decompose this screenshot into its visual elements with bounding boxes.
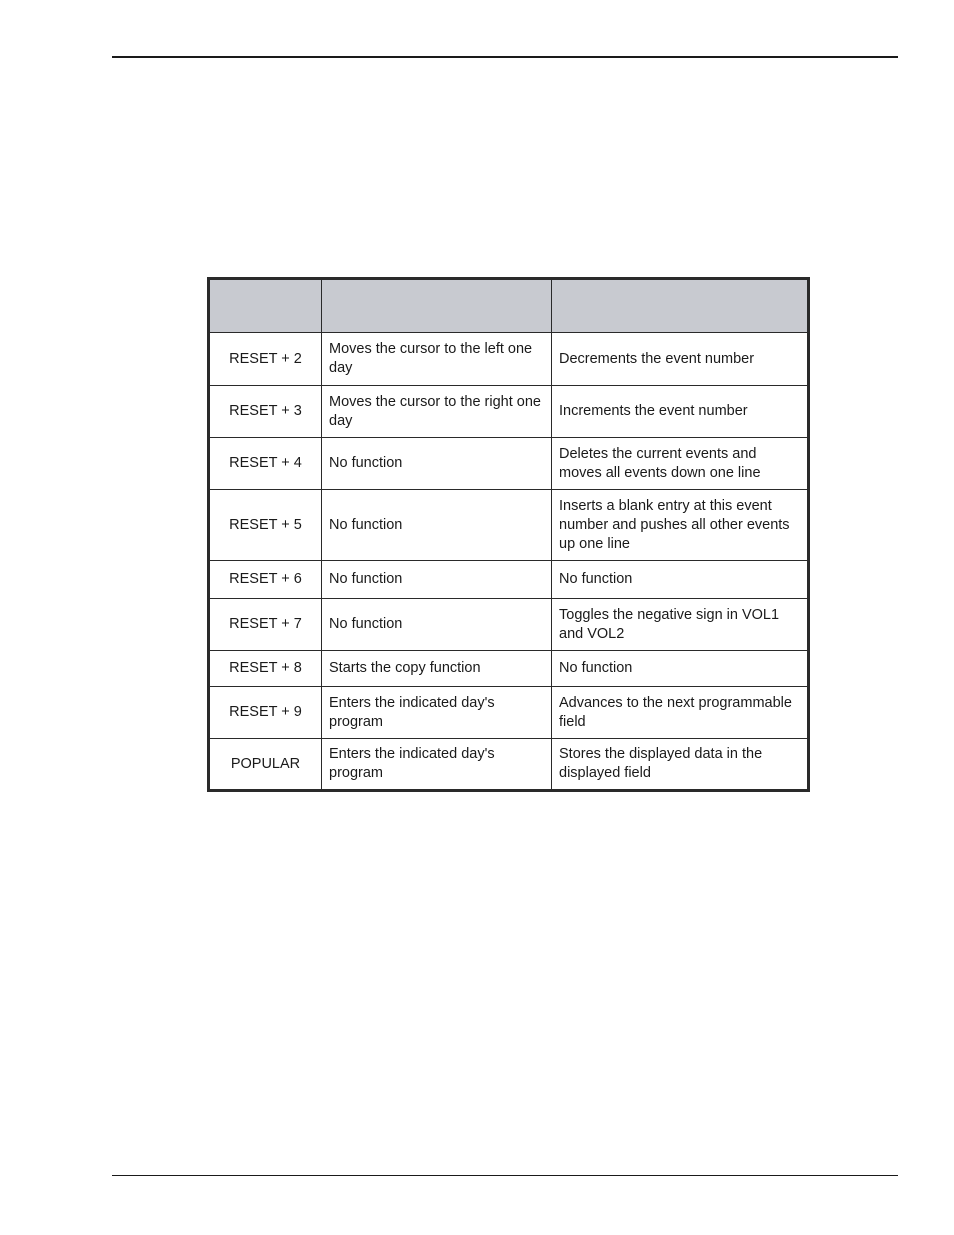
key-cell: RESET + 8	[209, 651, 322, 687]
column-2-cell: No function	[322, 438, 552, 490]
column-3-cell: Inserts a blank entry at this event number and pushes all other events up one line	[552, 490, 809, 561]
table-row	[209, 561, 809, 599]
column-2-cell: No function	[322, 561, 552, 599]
column-3-cell: Stores the displayed data in the displayed field	[552, 739, 809, 791]
column-3-cell: Deletes the current events and moves all events down one line	[552, 438, 809, 490]
key-cell: RESET + 5	[209, 490, 322, 561]
table-header-row	[209, 279, 809, 333]
column-3-cell: Toggles the negative sign in VOL1 and VOL2	[552, 599, 809, 651]
table-row	[209, 651, 809, 687]
key-cell: RESET + 6	[209, 561, 322, 599]
key-cell: RESET + 2	[209, 333, 322, 386]
column-2-cell: Starts the copy function	[322, 651, 552, 687]
column-2-cell: Enters the indicated day's program	[322, 739, 552, 791]
column-3-cell: No function	[552, 651, 809, 687]
key-cell: RESET + 3	[209, 386, 322, 438]
column-2-cell: Moves the cursor to the left one day	[322, 333, 552, 386]
table-row	[209, 438, 809, 490]
table-row	[209, 386, 809, 438]
column-2-cell: Moves the cursor to the right one day	[322, 386, 552, 438]
column-2-cell: Enters the indicated day's program	[322, 687, 552, 739]
column-3-cell: Advances to the next programmable field	[552, 687, 809, 739]
column-3-cell: No function	[552, 561, 809, 599]
header-cell-column-2	[322, 279, 552, 333]
column-3-cell: Increments the event number	[552, 386, 809, 438]
header-cell-column-3	[552, 279, 809, 333]
bottom-rule	[112, 1175, 898, 1176]
key-function-table-container	[207, 277, 807, 792]
table-row	[209, 599, 809, 651]
table-row	[209, 333, 809, 386]
header-cell-key	[209, 279, 322, 333]
top-rule	[112, 56, 898, 58]
column-2-cell: No function	[322, 490, 552, 561]
table-row	[209, 490, 809, 561]
table-row	[209, 687, 809, 739]
key-cell: RESET + 4	[209, 438, 322, 490]
table-row	[209, 739, 809, 791]
key-cell: POPULAR	[209, 739, 322, 791]
column-3-cell: Decrements the event number	[552, 333, 809, 386]
column-2-cell: No function	[322, 599, 552, 651]
key-function-table	[207, 277, 810, 792]
key-cell: RESET + 9	[209, 687, 322, 739]
key-cell: RESET + 7	[209, 599, 322, 651]
